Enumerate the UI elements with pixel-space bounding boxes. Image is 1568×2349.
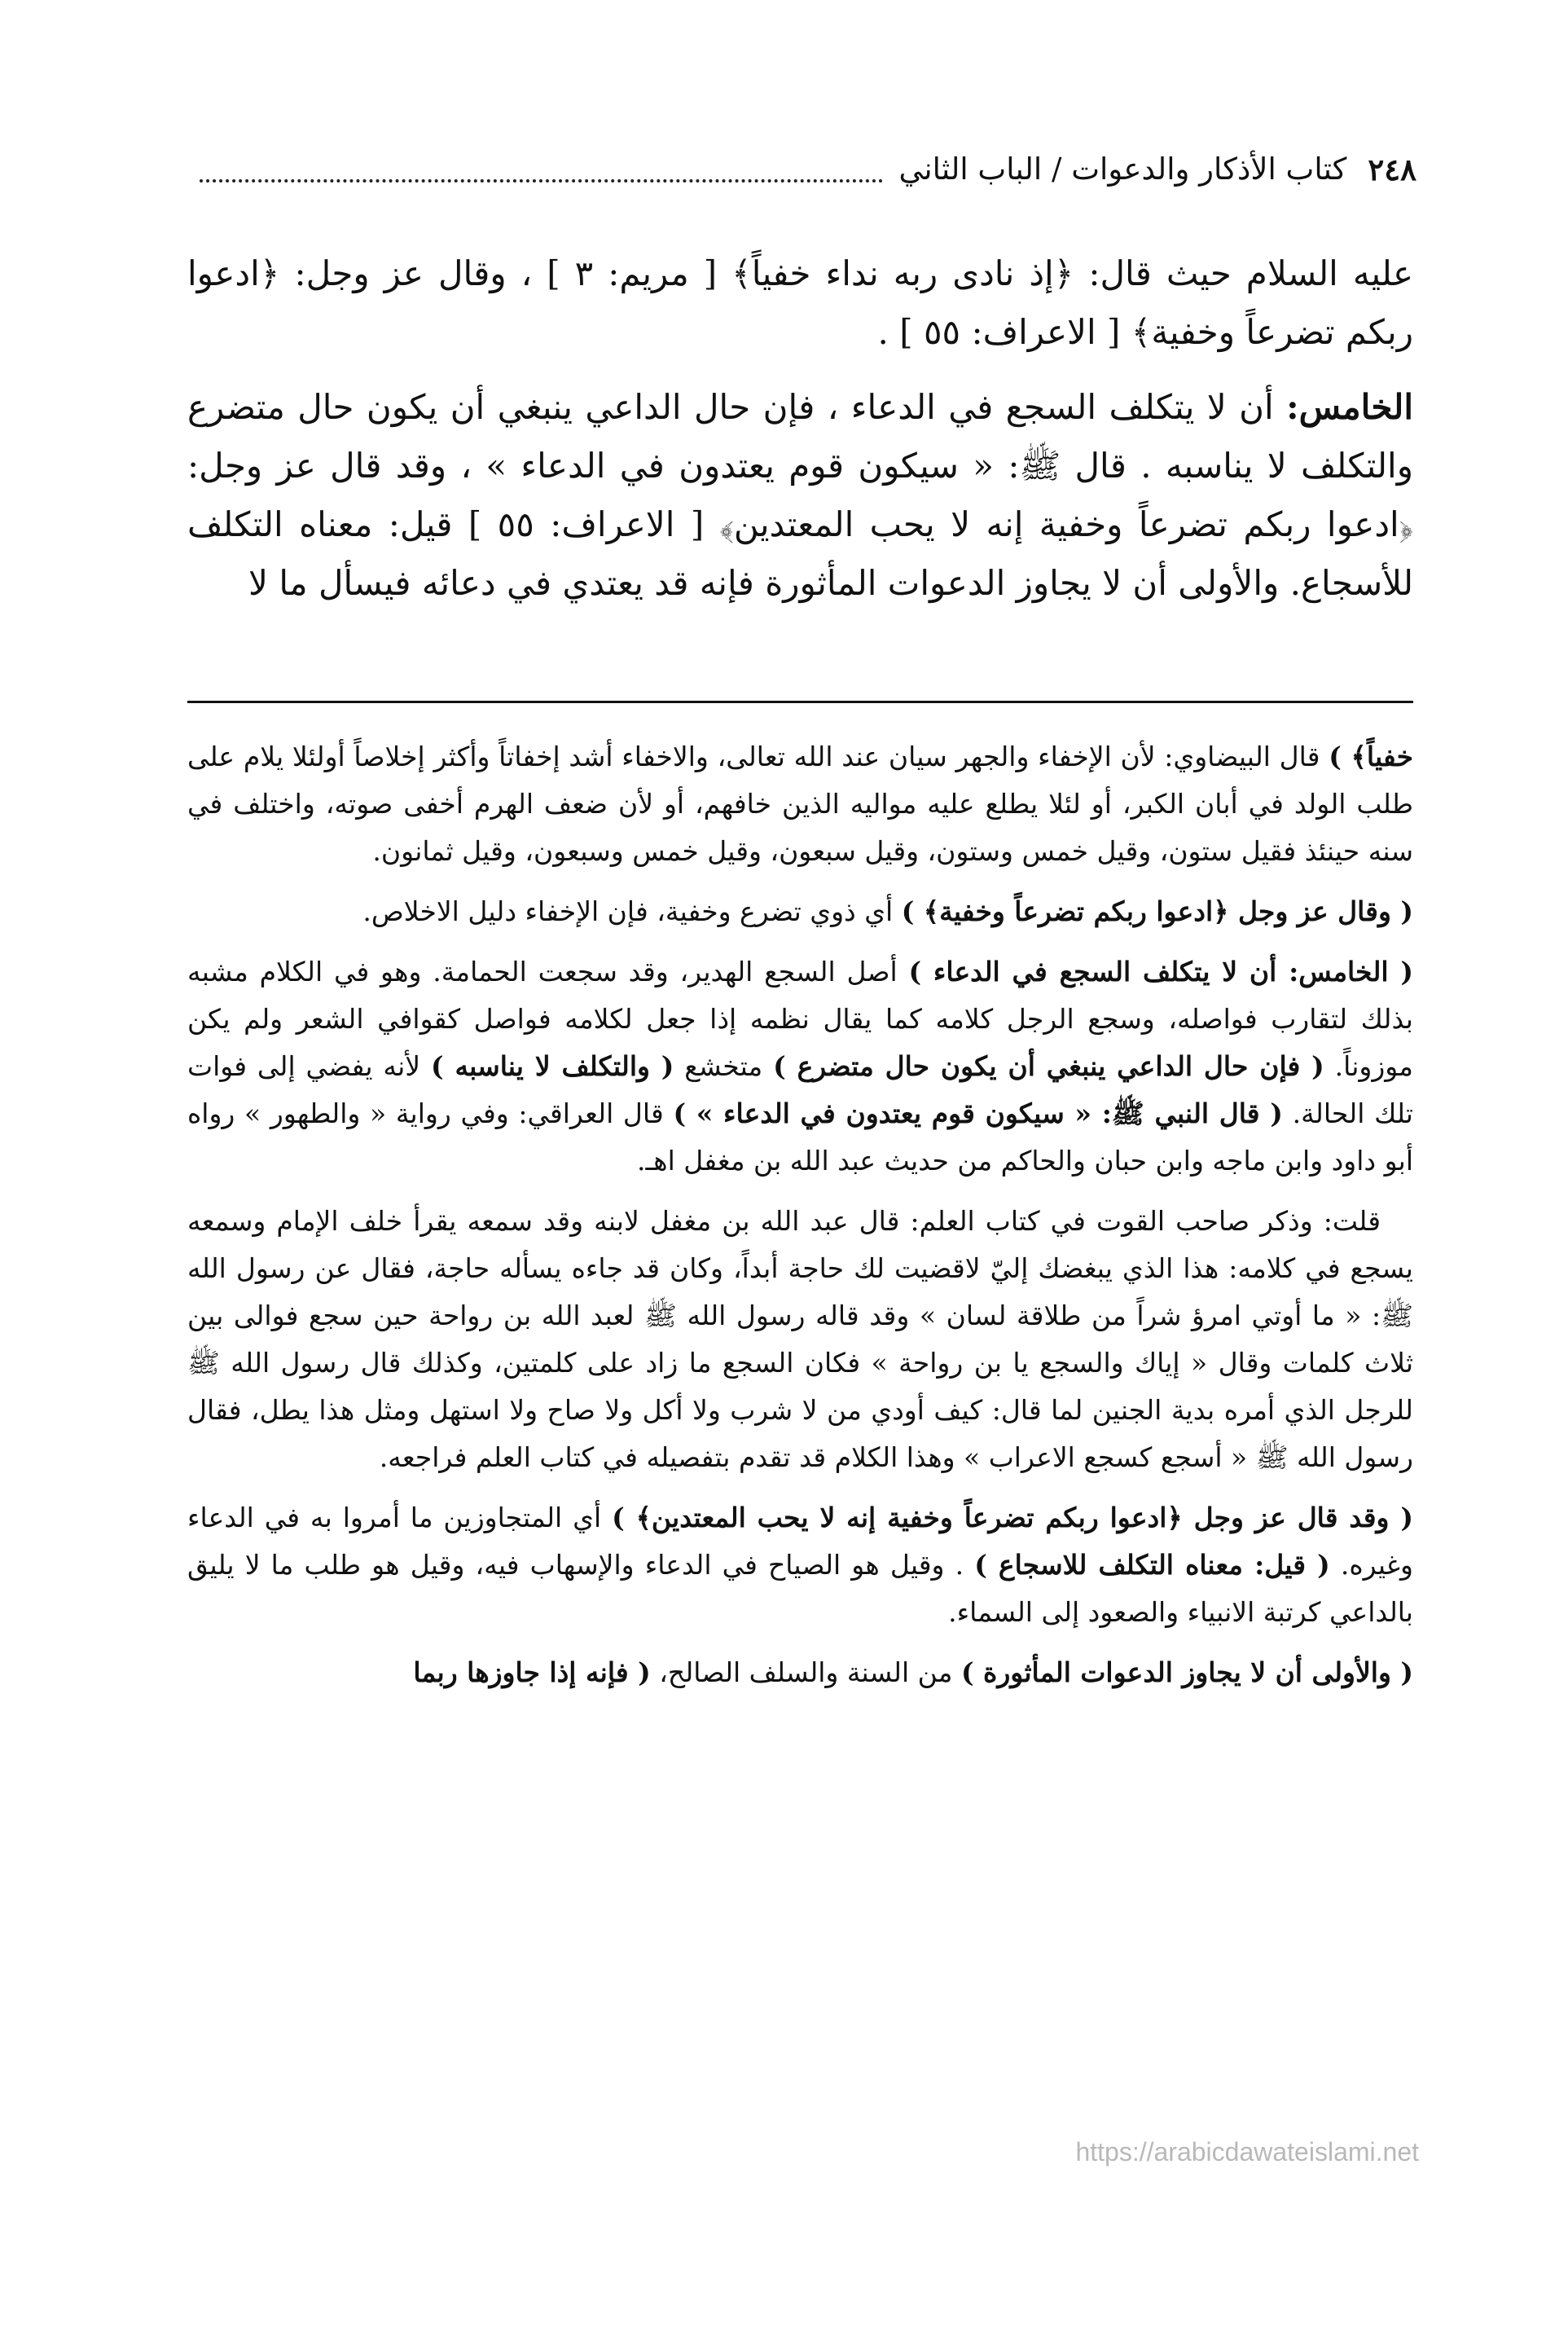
commentary-text: لأنه يفضي إلى فوات تلك الحالة.: [187, 1050, 1413, 1129]
commentary-text: أي المتجاوزين ما أمروا به في الدعاء وغيره.: [187, 1502, 1413, 1581]
page-number: ٢٤٨: [1368, 151, 1416, 187]
quoted-phrase: ( وقد قال عز وجل ﴿ادعوا ربكم تضرعاً وخفية إنه لا يحب المعتدين﴾ ): [612, 1502, 1413, 1533]
commentary-paragraph: [187, 888, 1413, 935]
quoted-phrase: ( وقال عز وجل ﴿ادعوا ربكم تضرعاً وخفية﴾ ): [901, 895, 1413, 927]
quoted-phrase: ( والتكلف لا يناسبه ): [430, 1050, 674, 1082]
commentary-paragraph: [187, 1649, 1413, 1696]
commentary-text: . وقيل هو الصياح في الدعاء والإسهاب فيه، وقيل هو طلب ما لا يليق بالداعي كرتبة الانبياء والصعود إلى السماء.: [187, 1549, 1413, 1628]
commentary-paragraph: [187, 948, 1413, 1185]
quoted-phrase: ( قيل: معناه التكلف للاسجاع ): [974, 1549, 1330, 1581]
running-header: [183, 130, 1416, 187]
header-dot-leader: [200, 179, 883, 183]
commentary-text: من السنة والسلف الصالح،: [659, 1656, 953, 1688]
commentary-text: أصل السجع الهدير، وقد سجعت الحمامة. وهو في الكلام مشبه بذلك لتقارب فواصله، وسجع الرجل كلامه كما يقال نظمه إذا جعل لكلامه فواصل كقوافي الشعر ولم يكن موزوناً.: [187, 956, 1413, 1082]
main-paragraph-text: عليه السلام حيث قال: ﴿إذ نادى ربه نداء خفياً﴾ [ مريم: ٣ ] ، وقال عز وجل: ﴿ادعوا ربكم تضرعاً وخفية﴾ [ الاعراف: ٥٥ ] .: [187, 253, 1413, 352]
quoted-phrase: ( قال النبي ﷺ: « سيكون قوم يعتدون في الدعاء » ): [673, 1098, 1283, 1129]
commentary-text: قلت: وذكر صاحب القوت في كتاب العلم: قال عبد الله بن مغفل لابنه وقد سمعه يقرأ خلف الإمام وسمعه يسجع في كلامه: هذا الذي يبغضك إليّ لاقضيت لك حاجة أبداً، وكان قد جاءه يسأله حاجة، فقال عن رسول الله ﷺ: « ما أوتي امرؤ شراً من طلاقة لسان » وقد قاله رسول الله ﷺ لعبد الله بن رواحة حين سجع فوالى بين ثلاث كلمات وقال « إياك والسجع يا بن رواحة » فكان السجع ما زاد على كلمتين، وكذلك قال رسول الله ﷺ للرجل الذي أمره بدية الجنين لما قال: كيف أودي من لا شرب ولا أكل ولا صاح ولا استهل ومثل هذا يطل، فقال رسول الله ﷺ « أسجع كسجع الاعراب » وهذا الكلام قد تقدم بتفصيله في كتاب العلم فراجعه.: [187, 1205, 1413, 1473]
commentary-paragraph: [187, 1494, 1413, 1636]
main-paragraph: [187, 378, 1413, 613]
commentary-text: متخشع: [684, 1050, 763, 1082]
quoted-phrase: ( فإنه إذا جاوزها ربما: [413, 1656, 651, 1688]
quoted-phrase: ( فإن حال الداعي ينبغي أن يكون حال متضرع ): [773, 1050, 1324, 1082]
main-paragraph: [187, 244, 1413, 362]
quoted-phrase: ( والأولى أن لا يجاوز الدعوات المأثورة ): [960, 1656, 1413, 1688]
watermark-url: https://arabicdawateislami.net: [1075, 2137, 1419, 2166]
commentary-text: قال البيضاوي: لأن الإخفاء والجهر سيان عند الله تعالى، والاخفاء أشد إخفاتاً وأكثر إخلاصاً أولئلا يلام على طلب الولد في أبان الكبر، أو لئلا يطلع عليه مواليه الذين خافهم، أو لأن ضعف الهرم أخفى صوته، واختلف في سنه حينئذ فقيل ستون، وقيل خمس وستون، وقيل سبعون، وقيل خمس وسبعون، وقيل ثمانون.: [187, 741, 1413, 867]
section-lead: الخامس:: [1286, 387, 1413, 427]
main-paragraph-text: أن لا يتكلف السجع في الدعاء ، فإن حال الداعي ينبغي أن يكون حال متضرع والتكلف لا يناسبه . قال ﷺ: « سيكون قوم يعتدون في الدعاء » ، وقد قال عز وجل: ﴿ادعوا ربكم تضرعاً وخفية إنه لا يحب المعتدين﴾ [ الاعراف: ٥٥ ] قيل: معناه التكلف للأسجاع. والأولى أن لا يجاوز الدعوات المأثورة فإنه قد يعتدي في دعائه فيسأل ما لا: [187, 387, 1413, 603]
commentary-paragraph: [187, 1198, 1413, 1481]
running-title: كتاب الأذكار والدعوات / الباب الثاني: [898, 151, 1347, 187]
commentary-paragraph: [187, 733, 1413, 875]
main-text: [187, 244, 1413, 629]
commentary: [187, 733, 1413, 1709]
commentary-text: أي ذوي تضرع وخفية، فإن الإخفاء دليل الاخلاص.: [362, 895, 894, 927]
quoted-phrase: خفياً﴾ ): [1329, 741, 1413, 772]
footnote-separator: [187, 701, 1413, 703]
commentary-text: قال العراقي: وفي رواية « والطهور » رواه أبو داود وابن ماجه وابن حبان والحاكم من حديث عبد الله بن مغفل اهـ.: [187, 1098, 1413, 1177]
quoted-phrase: ( الخامس: أن لا يتكلف السجع في الدعاء ): [908, 956, 1414, 988]
